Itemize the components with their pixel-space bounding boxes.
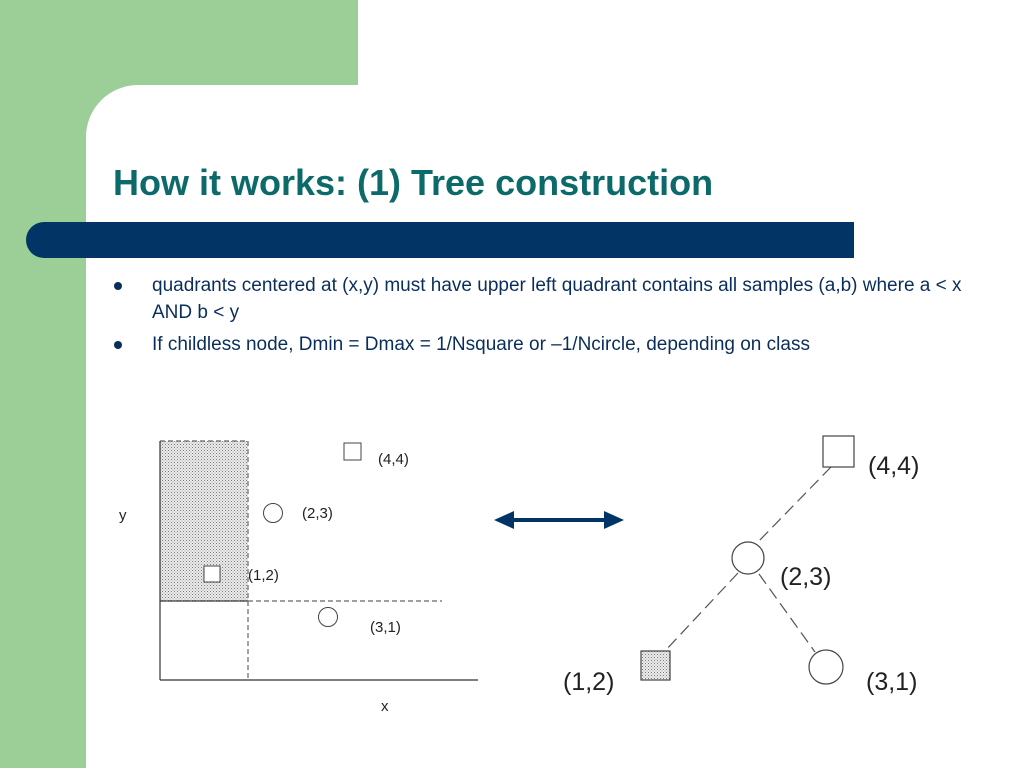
y-axis-label: y [119, 507, 127, 524]
shaded-square-tree-node [641, 651, 670, 680]
tree-node-label: (2,3) [780, 563, 832, 591]
circle-tree-node [732, 542, 764, 574]
quadrant-plot [119, 441, 478, 715]
point-label: (4,4) [378, 451, 409, 468]
tree-node-label: (1,2) [563, 668, 615, 696]
square-point-marker [204, 566, 220, 582]
tree-edge [757, 467, 831, 543]
point-label: (3,1) [370, 619, 401, 636]
tree-diagram [563, 436, 919, 696]
bullet-text: quadrants centered at (x,y) must have upper left quadrant contains all samples (a,b) where a < x AND b < y [152, 275, 962, 323]
tree-node-label: (4,4) [868, 452, 920, 480]
square-point-marker [344, 443, 361, 460]
bullet-text: If childless node, Dmin = Dmax = 1/Nsquare or –1/Ncircle, depending on class [152, 334, 810, 355]
double-arrow-icon [494, 511, 624, 529]
x-axis-label: x [381, 698, 389, 715]
circle-tree-node [809, 650, 843, 684]
square-tree-node [823, 436, 854, 467]
point-label: (1,2) [248, 567, 279, 584]
slide-title: How it works: (1) Tree construction [113, 162, 714, 203]
tree-node-label: (3,1) [866, 668, 918, 696]
circle-point-marker [319, 608, 338, 627]
point-label: (2,3) [302, 505, 333, 522]
tree-edge [664, 573, 738, 652]
circle-point-marker [264, 504, 283, 523]
